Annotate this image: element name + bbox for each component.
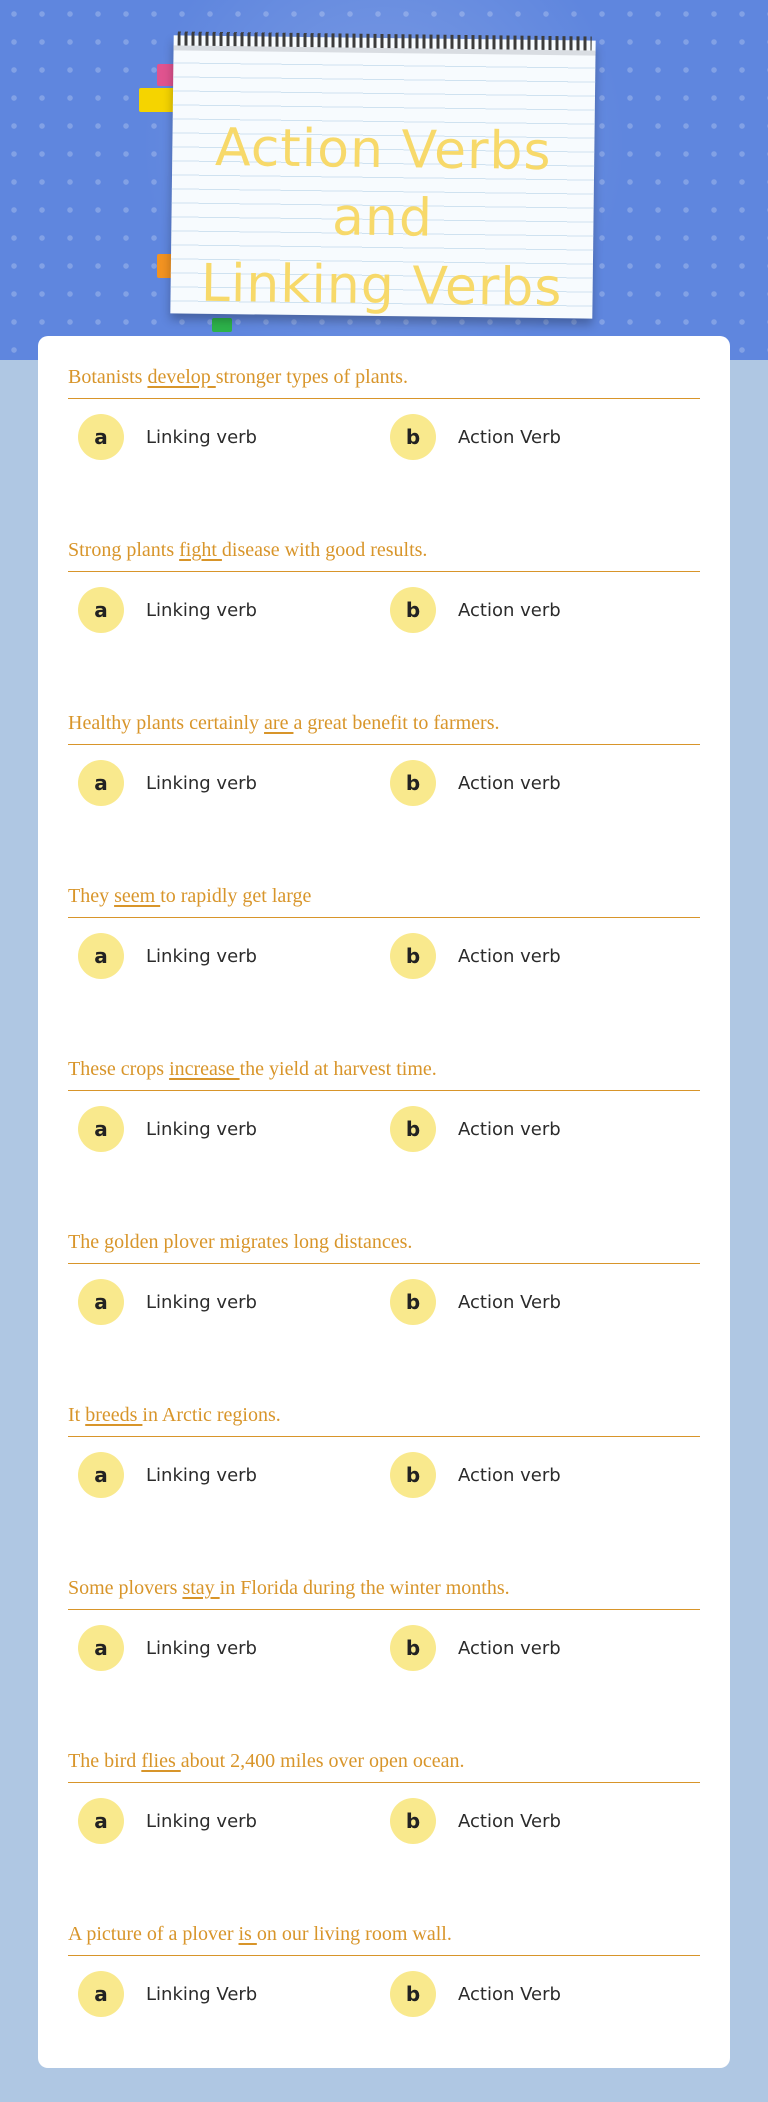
option-label: Action Verb xyxy=(458,426,561,448)
option-badge-a: a xyxy=(78,1971,124,2017)
page-title: Action Verbs and Linking Verbs xyxy=(200,117,563,319)
option-badge-a: a xyxy=(78,933,124,979)
option-badge-b: b xyxy=(390,1971,436,2017)
yellow-tab xyxy=(139,88,175,112)
question xyxy=(68,881,700,1041)
question-text: The golden plover migrates long distances. xyxy=(68,1227,700,1264)
question xyxy=(68,1573,700,1733)
option-badge-b: b xyxy=(390,587,436,633)
answer-option-a[interactable] xyxy=(78,760,257,806)
option-badge-a: a xyxy=(78,1106,124,1152)
option-badge-a: a xyxy=(78,587,124,633)
question xyxy=(68,362,700,522)
answer-option-b[interactable] xyxy=(390,1106,561,1152)
answer-option-a[interactable] xyxy=(78,1279,257,1325)
option-label: Action verb xyxy=(458,599,561,621)
answer-option-a[interactable] xyxy=(78,587,257,633)
option-badge-a: a xyxy=(78,1279,124,1325)
option-label: Linking verb xyxy=(146,1637,257,1659)
option-label: Action verb xyxy=(458,772,561,794)
option-badge-a: a xyxy=(78,1625,124,1671)
option-badge-b: b xyxy=(390,414,436,460)
question xyxy=(68,1227,700,1387)
answer-option-b[interactable] xyxy=(390,1625,561,1671)
option-badge-a: a xyxy=(78,760,124,806)
answer-option-a[interactable] xyxy=(78,414,257,460)
question-text: A picture of a plover is on our living room wall. xyxy=(68,1919,700,1956)
option-badge-a: a xyxy=(78,414,124,460)
option-badge-b: b xyxy=(390,1798,436,1844)
option-label: Action verb xyxy=(458,945,561,967)
answer-option-a[interactable] xyxy=(78,1106,257,1152)
option-label: Linking verb xyxy=(146,1118,257,1140)
answer-option-b[interactable] xyxy=(390,1279,561,1325)
question-text: They seem to rapidly get large xyxy=(68,881,700,918)
option-label: Linking verb xyxy=(146,1810,257,1832)
question xyxy=(68,1400,700,1560)
question xyxy=(68,1054,700,1214)
option-badge-b: b xyxy=(390,933,436,979)
question xyxy=(68,708,700,868)
answer-option-a[interactable] xyxy=(78,1971,257,2017)
question xyxy=(68,1919,700,2079)
question-text: Strong plants fight disease with good results. xyxy=(68,535,700,572)
option-badge-a: a xyxy=(78,1452,124,1498)
option-label: Action Verb xyxy=(458,1983,561,2005)
option-label: Linking Verb xyxy=(146,1983,258,2005)
question-text: Some plovers stay in Florida during the winter months. xyxy=(68,1573,700,1610)
option-label: Linking verb xyxy=(146,1291,257,1313)
answer-option-b[interactable] xyxy=(390,414,561,460)
answer-option-b[interactable] xyxy=(390,1452,561,1498)
answer-option-b[interactable] xyxy=(390,1798,561,1844)
option-label: Linking verb xyxy=(146,945,257,967)
option-label: Action verb xyxy=(458,1118,561,1140)
option-label: Linking verb xyxy=(146,426,257,448)
option-label: Linking verb xyxy=(146,1464,257,1486)
question-text: Botanists develop stronger types of plants. xyxy=(68,362,700,399)
option-label: Action Verb xyxy=(458,1810,561,1832)
answer-option-b[interactable] xyxy=(390,587,561,633)
quiz-card xyxy=(38,336,730,2068)
question-text: The bird flies about 2,400 miles over open ocean. xyxy=(68,1746,700,1783)
answer-option-a[interactable] xyxy=(78,1798,257,1844)
answer-option-b[interactable] xyxy=(390,1971,561,2017)
question-text: These crops increase the yield at harvest time. xyxy=(68,1054,700,1091)
question xyxy=(68,1746,700,1906)
question xyxy=(68,535,700,695)
answer-option-b[interactable] xyxy=(390,933,561,979)
notepad-illustration xyxy=(170,35,595,318)
answer-option-b[interactable] xyxy=(390,760,561,806)
question-text: Healthy plants certainly are a great benefit to farmers. xyxy=(68,708,700,745)
option-label: Action verb xyxy=(458,1637,561,1659)
option-badge-b: b xyxy=(390,1452,436,1498)
option-badge-b: b xyxy=(390,1106,436,1152)
option-label: Linking verb xyxy=(146,599,257,621)
green-tab xyxy=(212,318,232,332)
option-badge-a: a xyxy=(78,1798,124,1844)
option-label: Action Verb xyxy=(458,1291,561,1313)
option-label: Action verb xyxy=(458,1464,561,1486)
option-badge-b: b xyxy=(390,760,436,806)
answer-option-a[interactable] xyxy=(78,1625,257,1671)
header-banner xyxy=(0,0,768,360)
answer-option-a[interactable] xyxy=(78,1452,257,1498)
option-label: Linking verb xyxy=(146,772,257,794)
answer-option-a[interactable] xyxy=(78,933,257,979)
option-badge-b: b xyxy=(390,1625,436,1671)
option-badge-b: b xyxy=(390,1279,436,1325)
question-text: It breeds in Arctic regions. xyxy=(68,1400,700,1437)
